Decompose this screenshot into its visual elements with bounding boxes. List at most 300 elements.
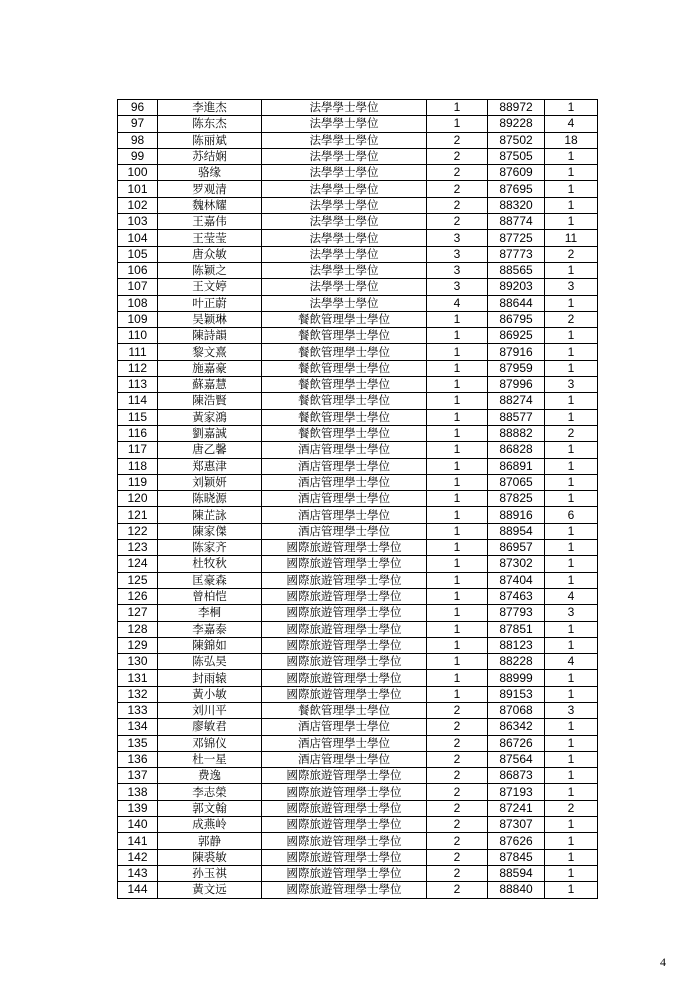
student-id-cell: 86342 bbox=[488, 719, 545, 735]
student-id-cell: 88577 bbox=[488, 409, 545, 425]
student-id-cell: 88840 bbox=[488, 882, 545, 898]
table-row bbox=[118, 507, 598, 523]
rank-cell: 1 bbox=[545, 295, 598, 311]
year-cell: 1 bbox=[427, 572, 488, 588]
row-number-cell: 114 bbox=[118, 393, 158, 409]
degree-cell: 法學學士學位 bbox=[262, 230, 427, 246]
degree-cell: 國際旅遊管理學士學位 bbox=[262, 556, 427, 572]
year-cell: 1 bbox=[427, 100, 488, 116]
year-cell: 1 bbox=[427, 458, 488, 474]
degree-cell: 餐飲管理學士學位 bbox=[262, 409, 427, 425]
student-id-cell: 86873 bbox=[488, 768, 545, 784]
row-number-cell: 113 bbox=[118, 377, 158, 393]
degree-cell: 國際旅遊管理學士學位 bbox=[262, 637, 427, 653]
degree-cell: 法學學士學位 bbox=[262, 197, 427, 213]
student-name-cell: 陳浩賢 bbox=[158, 393, 262, 409]
row-number-cell: 135 bbox=[118, 735, 158, 751]
student-name-cell: 李桐 bbox=[158, 605, 262, 621]
degree-cell: 餐飲管理學士學位 bbox=[262, 702, 427, 718]
student-id-cell: 87996 bbox=[488, 377, 545, 393]
rank-cell: 1 bbox=[545, 882, 598, 898]
rank-cell: 1 bbox=[545, 328, 598, 344]
student-id-cell: 86925 bbox=[488, 328, 545, 344]
row-number-cell: 106 bbox=[118, 262, 158, 278]
degree-cell: 法學學士學位 bbox=[262, 246, 427, 262]
table-row bbox=[118, 637, 598, 653]
student-name-cell: 王莹莹 bbox=[158, 230, 262, 246]
year-cell: 2 bbox=[427, 768, 488, 784]
rank-cell: 2 bbox=[545, 246, 598, 262]
row-number-cell: 122 bbox=[118, 523, 158, 539]
year-cell: 3 bbox=[427, 246, 488, 262]
student-id-cell: 89203 bbox=[488, 279, 545, 295]
row-number-cell: 130 bbox=[118, 654, 158, 670]
rank-cell: 3 bbox=[545, 377, 598, 393]
rank-cell: 1 bbox=[545, 572, 598, 588]
student-name-cell: 郭文翰 bbox=[158, 800, 262, 816]
rank-cell: 1 bbox=[545, 442, 598, 458]
rank-cell: 1 bbox=[545, 214, 598, 230]
degree-cell: 餐飲管理學士學位 bbox=[262, 360, 427, 376]
student-name-cell: 吴颖琳 bbox=[158, 311, 262, 327]
row-number-cell: 104 bbox=[118, 230, 158, 246]
student-name-cell: 陳詩韻 bbox=[158, 328, 262, 344]
degree-cell: 國際旅遊管理學士學位 bbox=[262, 670, 427, 686]
table-row bbox=[118, 442, 598, 458]
student-name-cell: 陳裘敏 bbox=[158, 849, 262, 865]
row-number-cell: 129 bbox=[118, 637, 158, 653]
degree-cell: 國際旅遊管理學士學位 bbox=[262, 800, 427, 816]
degree-cell: 法學學士學位 bbox=[262, 148, 427, 164]
student-id-cell: 88565 bbox=[488, 262, 545, 278]
rank-cell: 1 bbox=[545, 540, 598, 556]
student-id-cell: 88123 bbox=[488, 637, 545, 653]
year-cell: 2 bbox=[427, 865, 488, 881]
rank-cell: 1 bbox=[545, 409, 598, 425]
rank-cell: 1 bbox=[545, 686, 598, 702]
table-row bbox=[118, 800, 598, 816]
student-id-cell: 88999 bbox=[488, 670, 545, 686]
rank-cell: 1 bbox=[545, 817, 598, 833]
student-name-cell: 孙玉祺 bbox=[158, 865, 262, 881]
student-id-cell: 87609 bbox=[488, 165, 545, 181]
table-row bbox=[118, 377, 598, 393]
degree-cell: 國際旅遊管理學士學位 bbox=[262, 621, 427, 637]
student-name-cell: 陳家傑 bbox=[158, 523, 262, 539]
year-cell: 3 bbox=[427, 279, 488, 295]
row-number-cell: 97 bbox=[118, 116, 158, 132]
table-row bbox=[118, 882, 598, 898]
table-row bbox=[118, 621, 598, 637]
row-number-cell: 103 bbox=[118, 214, 158, 230]
row-number-cell: 98 bbox=[118, 132, 158, 148]
degree-cell: 法學學士學位 bbox=[262, 165, 427, 181]
student-name-cell: 黃小敏 bbox=[158, 686, 262, 702]
student-name-cell: 杜牧秋 bbox=[158, 556, 262, 572]
year-cell: 1 bbox=[427, 507, 488, 523]
student-name-cell: 叶正蔚 bbox=[158, 295, 262, 311]
table-row bbox=[118, 735, 598, 751]
row-number-cell: 144 bbox=[118, 882, 158, 898]
student-name-cell: 王文婷 bbox=[158, 279, 262, 295]
row-number-cell: 120 bbox=[118, 491, 158, 507]
student-id-cell: 87307 bbox=[488, 817, 545, 833]
rank-cell: 2 bbox=[545, 311, 598, 327]
student-id-cell: 88916 bbox=[488, 507, 545, 523]
rank-cell: 6 bbox=[545, 507, 598, 523]
degree-cell: 餐飲管理學士學位 bbox=[262, 344, 427, 360]
year-cell: 1 bbox=[427, 621, 488, 637]
student-name-cell: 苏结娴 bbox=[158, 148, 262, 164]
rank-cell: 1 bbox=[545, 751, 598, 767]
degree-cell: 酒店管理學士學位 bbox=[262, 474, 427, 490]
table-row bbox=[118, 214, 598, 230]
rank-cell: 1 bbox=[545, 637, 598, 653]
year-cell: 1 bbox=[427, 654, 488, 670]
table-row bbox=[118, 768, 598, 784]
student-id-cell: 87404 bbox=[488, 572, 545, 588]
table-row bbox=[118, 817, 598, 833]
rank-cell: 1 bbox=[545, 458, 598, 474]
degree-cell: 餐飲管理學士學位 bbox=[262, 328, 427, 344]
table-row bbox=[118, 686, 598, 702]
rank-cell: 1 bbox=[545, 621, 598, 637]
degree-cell: 法學學士學位 bbox=[262, 295, 427, 311]
table-row bbox=[118, 540, 598, 556]
student-id-cell: 88320 bbox=[488, 197, 545, 213]
year-cell: 2 bbox=[427, 849, 488, 865]
rank-cell: 1 bbox=[545, 833, 598, 849]
table-row bbox=[118, 132, 598, 148]
degree-cell: 國際旅遊管理學士學位 bbox=[262, 540, 427, 556]
rank-cell: 1 bbox=[545, 262, 598, 278]
table-row bbox=[118, 523, 598, 539]
table-row bbox=[118, 702, 598, 718]
row-number-cell: 142 bbox=[118, 849, 158, 865]
student-name-cell: 施嘉豪 bbox=[158, 360, 262, 376]
table-row bbox=[118, 751, 598, 767]
student-id-cell: 87241 bbox=[488, 800, 545, 816]
degree-cell: 國際旅遊管理學士學位 bbox=[262, 686, 427, 702]
table-row bbox=[118, 197, 598, 213]
table-row bbox=[118, 328, 598, 344]
student-name-cell: 李志榮 bbox=[158, 784, 262, 800]
year-cell: 2 bbox=[427, 132, 488, 148]
student-name-cell: 陈家齐 bbox=[158, 540, 262, 556]
table-row bbox=[118, 556, 598, 572]
rank-cell: 1 bbox=[545, 474, 598, 490]
table-row bbox=[118, 279, 598, 295]
row-number-cell: 125 bbox=[118, 572, 158, 588]
table-row bbox=[118, 165, 598, 181]
student-id-cell: 88594 bbox=[488, 865, 545, 881]
year-cell: 2 bbox=[427, 800, 488, 816]
row-number-cell: 115 bbox=[118, 409, 158, 425]
year-cell: 2 bbox=[427, 214, 488, 230]
year-cell: 1 bbox=[427, 116, 488, 132]
degree-cell: 國際旅遊管理學士學位 bbox=[262, 768, 427, 784]
row-number-cell: 99 bbox=[118, 148, 158, 164]
student-id-cell: 86891 bbox=[488, 458, 545, 474]
year-cell: 4 bbox=[427, 295, 488, 311]
year-cell: 2 bbox=[427, 751, 488, 767]
year-cell: 1 bbox=[427, 344, 488, 360]
degree-cell: 法學學士學位 bbox=[262, 262, 427, 278]
student-id-cell: 88774 bbox=[488, 214, 545, 230]
row-number-cell: 110 bbox=[118, 328, 158, 344]
student-name-cell: 李嘉泰 bbox=[158, 621, 262, 637]
rank-cell: 1 bbox=[545, 768, 598, 784]
table-row bbox=[118, 572, 598, 588]
rank-cell: 1 bbox=[545, 865, 598, 881]
table-row bbox=[118, 719, 598, 735]
year-cell: 1 bbox=[427, 474, 488, 490]
degree-cell: 法學學士學位 bbox=[262, 100, 427, 116]
year-cell: 2 bbox=[427, 702, 488, 718]
student-id-cell: 87193 bbox=[488, 784, 545, 800]
rank-cell: 1 bbox=[545, 360, 598, 376]
rank-cell: 1 bbox=[545, 344, 598, 360]
year-cell: 1 bbox=[427, 377, 488, 393]
table-row bbox=[118, 311, 598, 327]
year-cell: 2 bbox=[427, 882, 488, 898]
row-number-cell: 143 bbox=[118, 865, 158, 881]
student-name-cell: 陈弘昊 bbox=[158, 654, 262, 670]
degree-cell: 國際旅遊管理學士學位 bbox=[262, 833, 427, 849]
student-name-cell: 刘川平 bbox=[158, 702, 262, 718]
student-name-cell: 郑惠津 bbox=[158, 458, 262, 474]
table-row bbox=[118, 588, 598, 604]
student-name-cell: 郭静 bbox=[158, 833, 262, 849]
row-number-cell: 128 bbox=[118, 621, 158, 637]
degree-cell: 國際旅遊管理學士學位 bbox=[262, 572, 427, 588]
table-row bbox=[118, 849, 598, 865]
degree-cell: 酒店管理學士學位 bbox=[262, 458, 427, 474]
student-id-cell: 87463 bbox=[488, 588, 545, 604]
year-cell: 2 bbox=[427, 197, 488, 213]
row-number-cell: 138 bbox=[118, 784, 158, 800]
year-cell: 1 bbox=[427, 328, 488, 344]
rank-cell: 2 bbox=[545, 425, 598, 441]
row-number-cell: 126 bbox=[118, 588, 158, 604]
row-number-cell: 96 bbox=[118, 100, 158, 116]
student-name-cell: 杜一星 bbox=[158, 751, 262, 767]
table-row bbox=[118, 833, 598, 849]
year-cell: 1 bbox=[427, 393, 488, 409]
year-cell: 1 bbox=[427, 670, 488, 686]
student-name-cell: 陈丽斌 bbox=[158, 132, 262, 148]
rank-cell: 4 bbox=[545, 654, 598, 670]
student-name-cell: 邓锦仪 bbox=[158, 735, 262, 751]
row-number-cell: 109 bbox=[118, 311, 158, 327]
student-name-cell: 费逸 bbox=[158, 768, 262, 784]
year-cell: 2 bbox=[427, 735, 488, 751]
degree-cell: 國際旅遊管理學士學位 bbox=[262, 654, 427, 670]
student-name-cell: 罗观清 bbox=[158, 181, 262, 197]
row-number-cell: 101 bbox=[118, 181, 158, 197]
year-cell: 1 bbox=[427, 442, 488, 458]
table-row bbox=[118, 100, 598, 116]
table-row bbox=[118, 181, 598, 197]
student-name-cell: 李進杰 bbox=[158, 100, 262, 116]
table-row bbox=[118, 458, 598, 474]
row-number-cell: 111 bbox=[118, 344, 158, 360]
student-name-cell: 陈颖之 bbox=[158, 262, 262, 278]
row-number-cell: 132 bbox=[118, 686, 158, 702]
student-id-cell: 87916 bbox=[488, 344, 545, 360]
student-id-cell: 86828 bbox=[488, 442, 545, 458]
student-id-cell: 88954 bbox=[488, 523, 545, 539]
row-number-cell: 133 bbox=[118, 702, 158, 718]
student-id-cell: 87626 bbox=[488, 833, 545, 849]
student-id-cell: 86726 bbox=[488, 735, 545, 751]
row-number-cell: 117 bbox=[118, 442, 158, 458]
year-cell: 1 bbox=[427, 540, 488, 556]
rank-cell: 1 bbox=[545, 393, 598, 409]
year-cell: 1 bbox=[427, 311, 488, 327]
table-row bbox=[118, 491, 598, 507]
table-row bbox=[118, 344, 598, 360]
student-id-cell: 87845 bbox=[488, 849, 545, 865]
table-row bbox=[118, 246, 598, 262]
row-number-cell: 131 bbox=[118, 670, 158, 686]
student-id-cell: 87502 bbox=[488, 132, 545, 148]
degree-cell: 法學學士學位 bbox=[262, 181, 427, 197]
rank-cell: 1 bbox=[545, 784, 598, 800]
rank-cell: 1 bbox=[545, 735, 598, 751]
row-number-cell: 134 bbox=[118, 719, 158, 735]
student-id-cell: 87564 bbox=[488, 751, 545, 767]
student-id-cell: 87959 bbox=[488, 360, 545, 376]
student-name-cell: 唐众敏 bbox=[158, 246, 262, 262]
table-row bbox=[118, 360, 598, 376]
year-cell: 1 bbox=[427, 360, 488, 376]
table-row bbox=[118, 654, 598, 670]
degree-cell: 餐飲管理學士學位 bbox=[262, 425, 427, 441]
rank-cell: 3 bbox=[545, 605, 598, 621]
student-name-cell: 劉嘉誠 bbox=[158, 425, 262, 441]
student-id-cell: 87725 bbox=[488, 230, 545, 246]
year-cell: 2 bbox=[427, 165, 488, 181]
year-cell: 2 bbox=[427, 833, 488, 849]
student-id-cell: 87793 bbox=[488, 605, 545, 621]
student-name-cell: 骆缘 bbox=[158, 165, 262, 181]
page-number: 4 bbox=[660, 955, 666, 969]
degree-cell: 酒店管理學士學位 bbox=[262, 735, 427, 751]
rank-cell: 1 bbox=[545, 100, 598, 116]
table-row bbox=[118, 425, 598, 441]
student-name-cell: 曾柏恺 bbox=[158, 588, 262, 604]
degree-cell: 國際旅遊管理學士學位 bbox=[262, 817, 427, 833]
degree-cell: 餐飲管理學士學位 bbox=[262, 311, 427, 327]
row-number-cell: 124 bbox=[118, 556, 158, 572]
rank-cell: 1 bbox=[545, 197, 598, 213]
row-number-cell: 118 bbox=[118, 458, 158, 474]
row-number-cell: 112 bbox=[118, 360, 158, 376]
year-cell: 1 bbox=[427, 425, 488, 441]
degree-cell: 酒店管理學士學位 bbox=[262, 507, 427, 523]
row-number-cell: 139 bbox=[118, 800, 158, 816]
row-number-cell: 140 bbox=[118, 817, 158, 833]
student-table bbox=[117, 99, 598, 899]
year-cell: 1 bbox=[427, 556, 488, 572]
row-number-cell: 137 bbox=[118, 768, 158, 784]
row-number-cell: 100 bbox=[118, 165, 158, 181]
student-id-cell: 87065 bbox=[488, 474, 545, 490]
year-cell: 1 bbox=[427, 588, 488, 604]
year-cell: 1 bbox=[427, 605, 488, 621]
student-name-cell: 匡豪森 bbox=[158, 572, 262, 588]
student-name-cell: 陳錦如 bbox=[158, 637, 262, 653]
year-cell: 1 bbox=[427, 409, 488, 425]
year-cell: 1 bbox=[427, 686, 488, 702]
degree-cell: 法學學士學位 bbox=[262, 214, 427, 230]
student-name-cell: 封雨辕 bbox=[158, 670, 262, 686]
student-name-cell: 蘇嘉慧 bbox=[158, 377, 262, 393]
student-name-cell: 廖敏君 bbox=[158, 719, 262, 735]
student-name-cell: 陳芷詠 bbox=[158, 507, 262, 523]
table-row bbox=[118, 605, 598, 621]
row-number-cell: 119 bbox=[118, 474, 158, 490]
degree-cell: 法學學士學位 bbox=[262, 279, 427, 295]
student-name-cell: 王嘉伟 bbox=[158, 214, 262, 230]
year-cell: 1 bbox=[427, 491, 488, 507]
degree-cell: 法學學士學位 bbox=[262, 132, 427, 148]
table-row bbox=[118, 230, 598, 246]
row-number-cell: 107 bbox=[118, 279, 158, 295]
degree-cell: 酒店管理學士學位 bbox=[262, 719, 427, 735]
degree-cell: 國際旅遊管理學士學位 bbox=[262, 849, 427, 865]
student-id-cell: 89153 bbox=[488, 686, 545, 702]
degree-cell: 酒店管理學士學位 bbox=[262, 751, 427, 767]
year-cell: 2 bbox=[427, 817, 488, 833]
student-id-cell: 86957 bbox=[488, 540, 545, 556]
student-id-cell: 87695 bbox=[488, 181, 545, 197]
degree-cell: 國際旅遊管理學士學位 bbox=[262, 605, 427, 621]
student-id-cell: 89228 bbox=[488, 116, 545, 132]
rank-cell: 1 bbox=[545, 491, 598, 507]
rank-cell: 1 bbox=[545, 849, 598, 865]
student-id-cell: 87505 bbox=[488, 148, 545, 164]
rank-cell: 11 bbox=[545, 230, 598, 246]
rank-cell: 4 bbox=[545, 588, 598, 604]
degree-cell: 國際旅遊管理學士學位 bbox=[262, 784, 427, 800]
rank-cell: 1 bbox=[545, 165, 598, 181]
table-row bbox=[118, 393, 598, 409]
student-id-cell: 87302 bbox=[488, 556, 545, 572]
student-name-cell: 黃文远 bbox=[158, 882, 262, 898]
student-id-cell: 87851 bbox=[488, 621, 545, 637]
row-number-cell: 127 bbox=[118, 605, 158, 621]
rank-cell: 2 bbox=[545, 800, 598, 816]
student-id-cell: 88274 bbox=[488, 393, 545, 409]
row-number-cell: 116 bbox=[118, 425, 158, 441]
table-row bbox=[118, 474, 598, 490]
degree-cell: 國際旅遊管理學士學位 bbox=[262, 865, 427, 881]
student-name-cell: 成燕岭 bbox=[158, 817, 262, 833]
student-id-cell: 88644 bbox=[488, 295, 545, 311]
table-row bbox=[118, 670, 598, 686]
table-row bbox=[118, 148, 598, 164]
student-id-cell: 88972 bbox=[488, 100, 545, 116]
degree-cell: 國際旅遊管理學士學位 bbox=[262, 882, 427, 898]
student-id-cell: 86795 bbox=[488, 311, 545, 327]
year-cell: 1 bbox=[427, 637, 488, 653]
rank-cell: 1 bbox=[545, 181, 598, 197]
year-cell: 3 bbox=[427, 262, 488, 278]
student-id-cell: 87825 bbox=[488, 491, 545, 507]
student-name-cell: 陈晓源 bbox=[158, 491, 262, 507]
